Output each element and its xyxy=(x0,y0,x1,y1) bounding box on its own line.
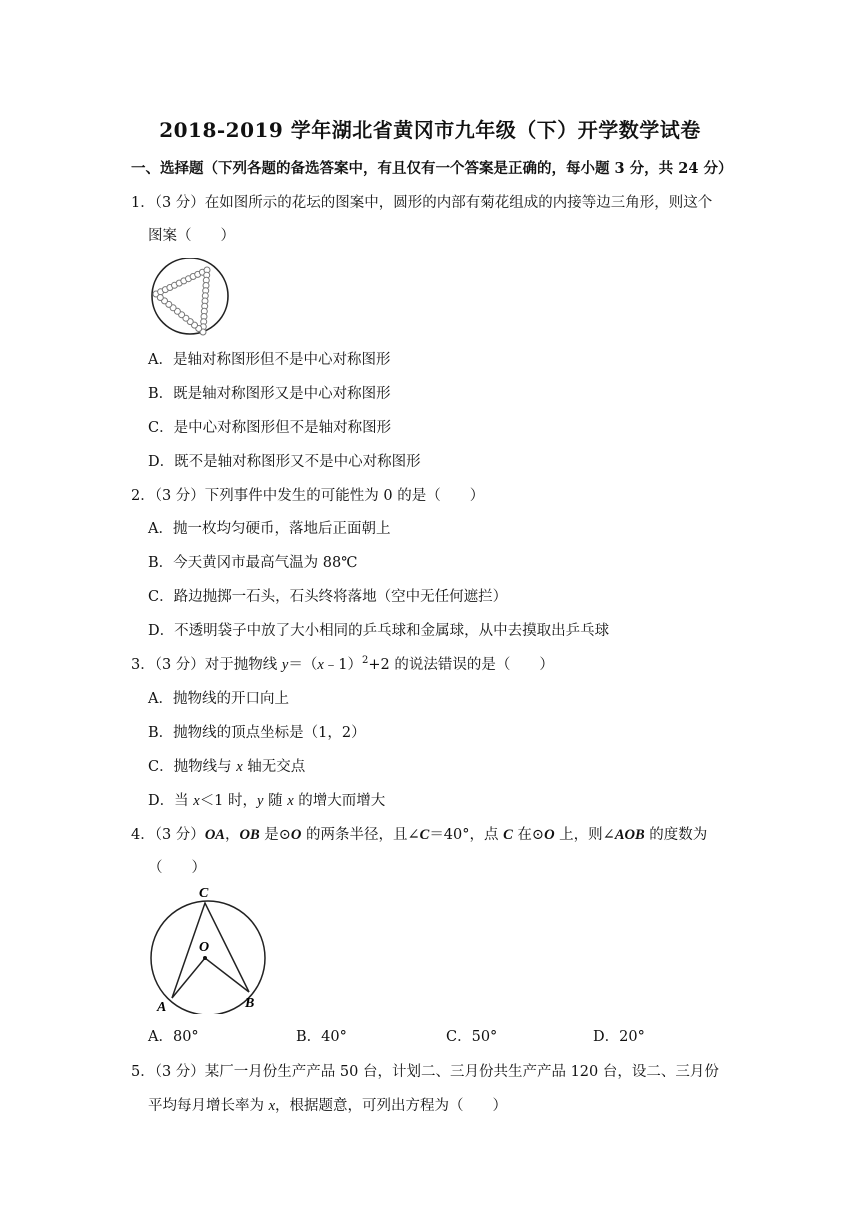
point-a-label: A xyxy=(157,1000,167,1014)
q2-option-b: B．今天黄冈市最高气温为 88℃ xyxy=(148,555,358,571)
page-title: 2018-2019 学年湖北省黄冈市九年级（下）开学数学试卷 xyxy=(159,118,701,142)
q3-option-d: D．当 x＜1 时，y 随 x 的增大而增大 xyxy=(148,793,386,809)
q3-option-c: C．抛物线与 x 轴无交点 xyxy=(148,759,306,775)
q4-option-c: C．50° xyxy=(446,1029,498,1045)
question-4-text-cont: （ ） xyxy=(148,860,206,876)
question-1-text: 1．（3 分）在如图所示的花坛的图案中，圆形的内部有菊花组成的内接等边三角形，则这个 xyxy=(131,195,713,211)
circle-angle-figure xyxy=(145,882,275,1014)
question-5-text-cont: 平均每月增长率为 x，根据题意，可列出方程为（ ） xyxy=(148,1098,508,1114)
point-o-label: O xyxy=(199,940,210,955)
q2-option-d: D．不透明袋子中放了大小相同的乒乓球和金属球，从中去摸取出乒乓球 xyxy=(148,623,610,639)
q4-option-b: B．40° xyxy=(296,1029,347,1045)
q4-option-a: A．80° xyxy=(148,1029,199,1045)
q1-option-d: D．既不是轴对称图形又不是中心对称图形 xyxy=(148,454,421,470)
q3-option-b: B．抛物线的顶点坐标是（1，2） xyxy=(148,725,366,741)
q1-option-c: C．是中心对称图形但不是轴对称图形 xyxy=(148,420,392,436)
flower-bed-figure xyxy=(150,258,234,338)
q2-option-a: A．抛一枚均匀硬币，落地后正面朝上 xyxy=(148,521,391,537)
q2-option-c: C．路边抛掷一石头，石头终将落地（空中无任何遮拦） xyxy=(148,589,508,605)
question-1-text-cont: 图案（ ） xyxy=(148,228,235,244)
point-c-label: C xyxy=(199,886,209,901)
question-2-text: 2．（3 分）下列事件中发生的可能性为 0 的是（ ） xyxy=(131,488,485,504)
point-b-label: B xyxy=(245,996,255,1011)
q4-options xyxy=(148,1025,788,1045)
question-4-text: 4．（3 分）OA，OB 是⊙O 的两条半径，且∠C＝40°，点 C 在⊙O 上，则∠AOB 的度数为 xyxy=(131,827,708,843)
question-3-text: 3．（3 分）对于抛物线 y＝（x﹣1）$^2$+2 的说法错误的是（ ） xyxy=(131,655,554,673)
section-heading: 一、选择题（下列各题的备选答案中，有且仅有一个答案是正确的，每小题 3 分，共 24 分） xyxy=(131,160,733,177)
question-5-text: 5．（3 分）某厂一月份生产产品 50 台，计划二、三月份共生产产品 120 台，设二、三月份 xyxy=(131,1064,719,1080)
q4-option-d: D．20° xyxy=(593,1029,645,1045)
q1-option-b: B．既是轴对称图形又是中心对称图形 xyxy=(148,386,391,402)
q1-option-a: A．是轴对称图形但不是中心对称图形 xyxy=(148,352,391,368)
q3-option-a: A．抛物线的开口向上 xyxy=(148,691,289,707)
